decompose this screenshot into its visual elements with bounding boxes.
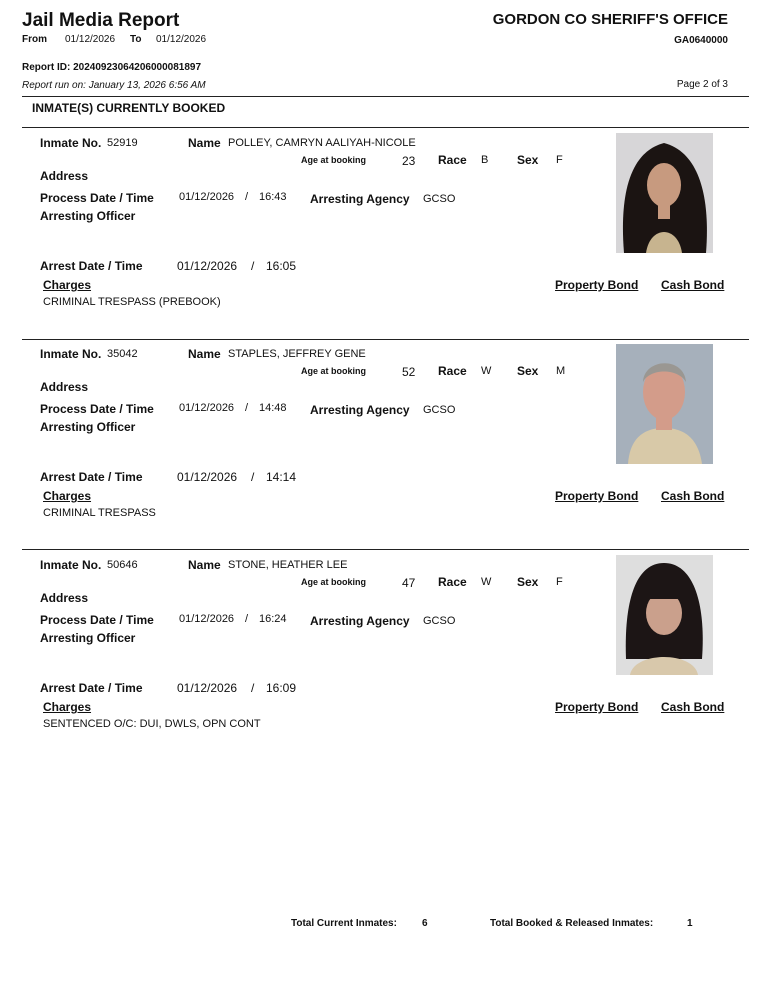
inmate-no-label: Inmate No. — [40, 136, 102, 150]
sex-label: Sex — [517, 153, 539, 167]
page-number: Page 2 of 3 — [676, 79, 728, 90]
race-label: Race — [438, 575, 467, 589]
age-value: 47 — [402, 576, 416, 590]
arrest-date-value: 01/12/2026 — [177, 470, 238, 484]
arresting-officer-label: Arresting Officer — [40, 209, 136, 223]
sex-label: Sex — [517, 364, 539, 378]
charges-value: SENTENCED O/C: DUI, DWLS, OPN CONT — [43, 718, 261, 730]
sex-value: M — [556, 365, 566, 377]
inmate-photo-woman-dark-curly-hair — [616, 133, 713, 253]
record-divider — [22, 549, 749, 550]
name-label: Name — [188, 558, 221, 572]
address-label: Address — [40, 169, 89, 183]
inmate-no-value: 52919 — [107, 137, 138, 149]
cash-bond-label: Cash Bond — [661, 278, 725, 292]
section-title: INMATE(S) CURRENTLY BOOKED — [32, 101, 226, 115]
arrest-date-label: Arrest Date / Time — [40, 470, 143, 484]
property-bond-label: Property Bond — [555, 278, 639, 292]
total-booked-released-value: 1 — [687, 918, 693, 929]
arresting-officer-label: Arresting Officer — [40, 631, 136, 645]
arrest-slash: / — [251, 259, 255, 273]
process-date-value: 01/12/2026 — [179, 613, 235, 625]
age-label: Age at booking — [301, 366, 366, 376]
process-slash: / — [245, 191, 249, 203]
sex-value: F — [556, 154, 563, 166]
inmate-no-label: Inmate No. — [40, 558, 102, 572]
age-label: Age at booking — [301, 155, 366, 165]
name-value: POLLEY, CAMRYN AALIYAH-NICOLE — [228, 137, 416, 149]
arrest-time-value: 14:14 — [266, 470, 297, 484]
race-label: Race — [438, 153, 467, 167]
arrest-date-label: Arrest Date / Time — [40, 681, 143, 695]
arresting-agency-label: Arresting Agency — [310, 403, 410, 417]
to-date: 01/12/2026 — [156, 34, 207, 45]
process-slash: / — [245, 402, 249, 414]
process-slash: / — [245, 613, 249, 625]
arresting-officer-label: Arresting Officer — [40, 420, 136, 434]
arresting-agency-value: GCSO — [423, 615, 456, 627]
charges-label: Charges — [43, 489, 92, 503]
process-date-value: 01/12/2026 — [179, 191, 235, 203]
process-date-label: Process Date / Time — [40, 191, 154, 205]
cash-bond-label: Cash Bond — [661, 489, 725, 503]
race-value: W — [481, 576, 492, 588]
cash-bond-label: Cash Bond — [661, 700, 725, 714]
charges-label: Charges — [43, 700, 92, 714]
inmate-record — [0, 342, 773, 542]
race-value: B — [481, 154, 489, 166]
from-label: From — [22, 34, 47, 45]
name-label: Name — [188, 347, 221, 361]
agency-name: GORDON CO SHERIFF'S OFFICE — [492, 11, 728, 28]
race-label: Race — [438, 364, 467, 378]
sex-value: F — [556, 576, 563, 588]
from-date: 01/12/2026 — [65, 34, 116, 45]
arrest-slash: / — [251, 681, 255, 695]
name-value: STONE, HEATHER LEE — [228, 559, 348, 571]
arrest-date-value: 01/12/2026 — [177, 259, 238, 273]
report-run-on: Report run on: January 13, 2026 6:56 AM — [22, 80, 206, 91]
report-title: Jail Media Report — [22, 10, 180, 31]
property-bond-label: Property Bond — [555, 489, 639, 503]
process-date-label: Process Date / Time — [40, 402, 154, 416]
process-time-value: 16:24 — [259, 613, 287, 625]
report-id: Report ID: 20240923064206000081897 — [22, 62, 202, 73]
name-label: Name — [188, 136, 221, 150]
arresting-agency-label: Arresting Agency — [310, 192, 410, 206]
age-label: Age at booking — [301, 577, 366, 587]
inmate-no-value: 35042 — [107, 348, 138, 360]
inmate-no-value: 50646 — [107, 559, 138, 571]
process-date-label: Process Date / Time — [40, 613, 154, 627]
charges-label: Charges — [43, 278, 92, 292]
property-bond-label: Property Bond — [555, 700, 639, 714]
record-divider — [22, 339, 749, 340]
arrest-time-value: 16:05 — [266, 259, 297, 273]
arresting-agency-label: Arresting Agency — [310, 614, 410, 628]
to-label: To — [130, 34, 142, 45]
address-label: Address — [40, 591, 89, 605]
inmate-no-label: Inmate No. — [40, 347, 102, 361]
arrest-time-value: 16:09 — [266, 681, 297, 695]
arrest-slash: / — [251, 470, 255, 484]
header-divider — [22, 96, 749, 97]
age-value: 52 — [402, 365, 416, 379]
section-divider — [22, 127, 749, 128]
race-value: W — [481, 365, 492, 377]
inmate-photo-woman-dark-hair-bangs — [616, 555, 713, 675]
arresting-agency-value: GCSO — [423, 193, 456, 205]
agency-code: GA0640000 — [674, 35, 728, 46]
charges-value: CRIMINAL TRESPASS (PREBOOK) — [43, 296, 221, 308]
address-label: Address — [40, 380, 89, 394]
arrest-date-label: Arrest Date / Time — [40, 259, 143, 273]
total-booked-released-label: Total Booked & Released Inmates: — [490, 918, 654, 929]
age-value: 23 — [402, 154, 416, 168]
arrest-date-value: 01/12/2026 — [177, 681, 238, 695]
process-time-value: 14:48 — [259, 402, 287, 414]
sex-label: Sex — [517, 575, 539, 589]
total-current-label: Total Current Inmates: — [291, 918, 397, 929]
inmate-photo-man-gray-hair — [616, 344, 713, 464]
charges-value: CRIMINAL TRESPASS — [43, 507, 156, 519]
process-date-value: 01/12/2026 — [179, 402, 235, 414]
process-time-value: 16:43 — [259, 191, 287, 203]
inmate-record — [0, 553, 773, 753]
total-current-value: 6 — [422, 918, 428, 929]
name-value: STAPLES, JEFFREY GENE — [228, 348, 366, 360]
arresting-agency-value: GCSO — [423, 404, 456, 416]
inmate-record — [0, 131, 773, 331]
